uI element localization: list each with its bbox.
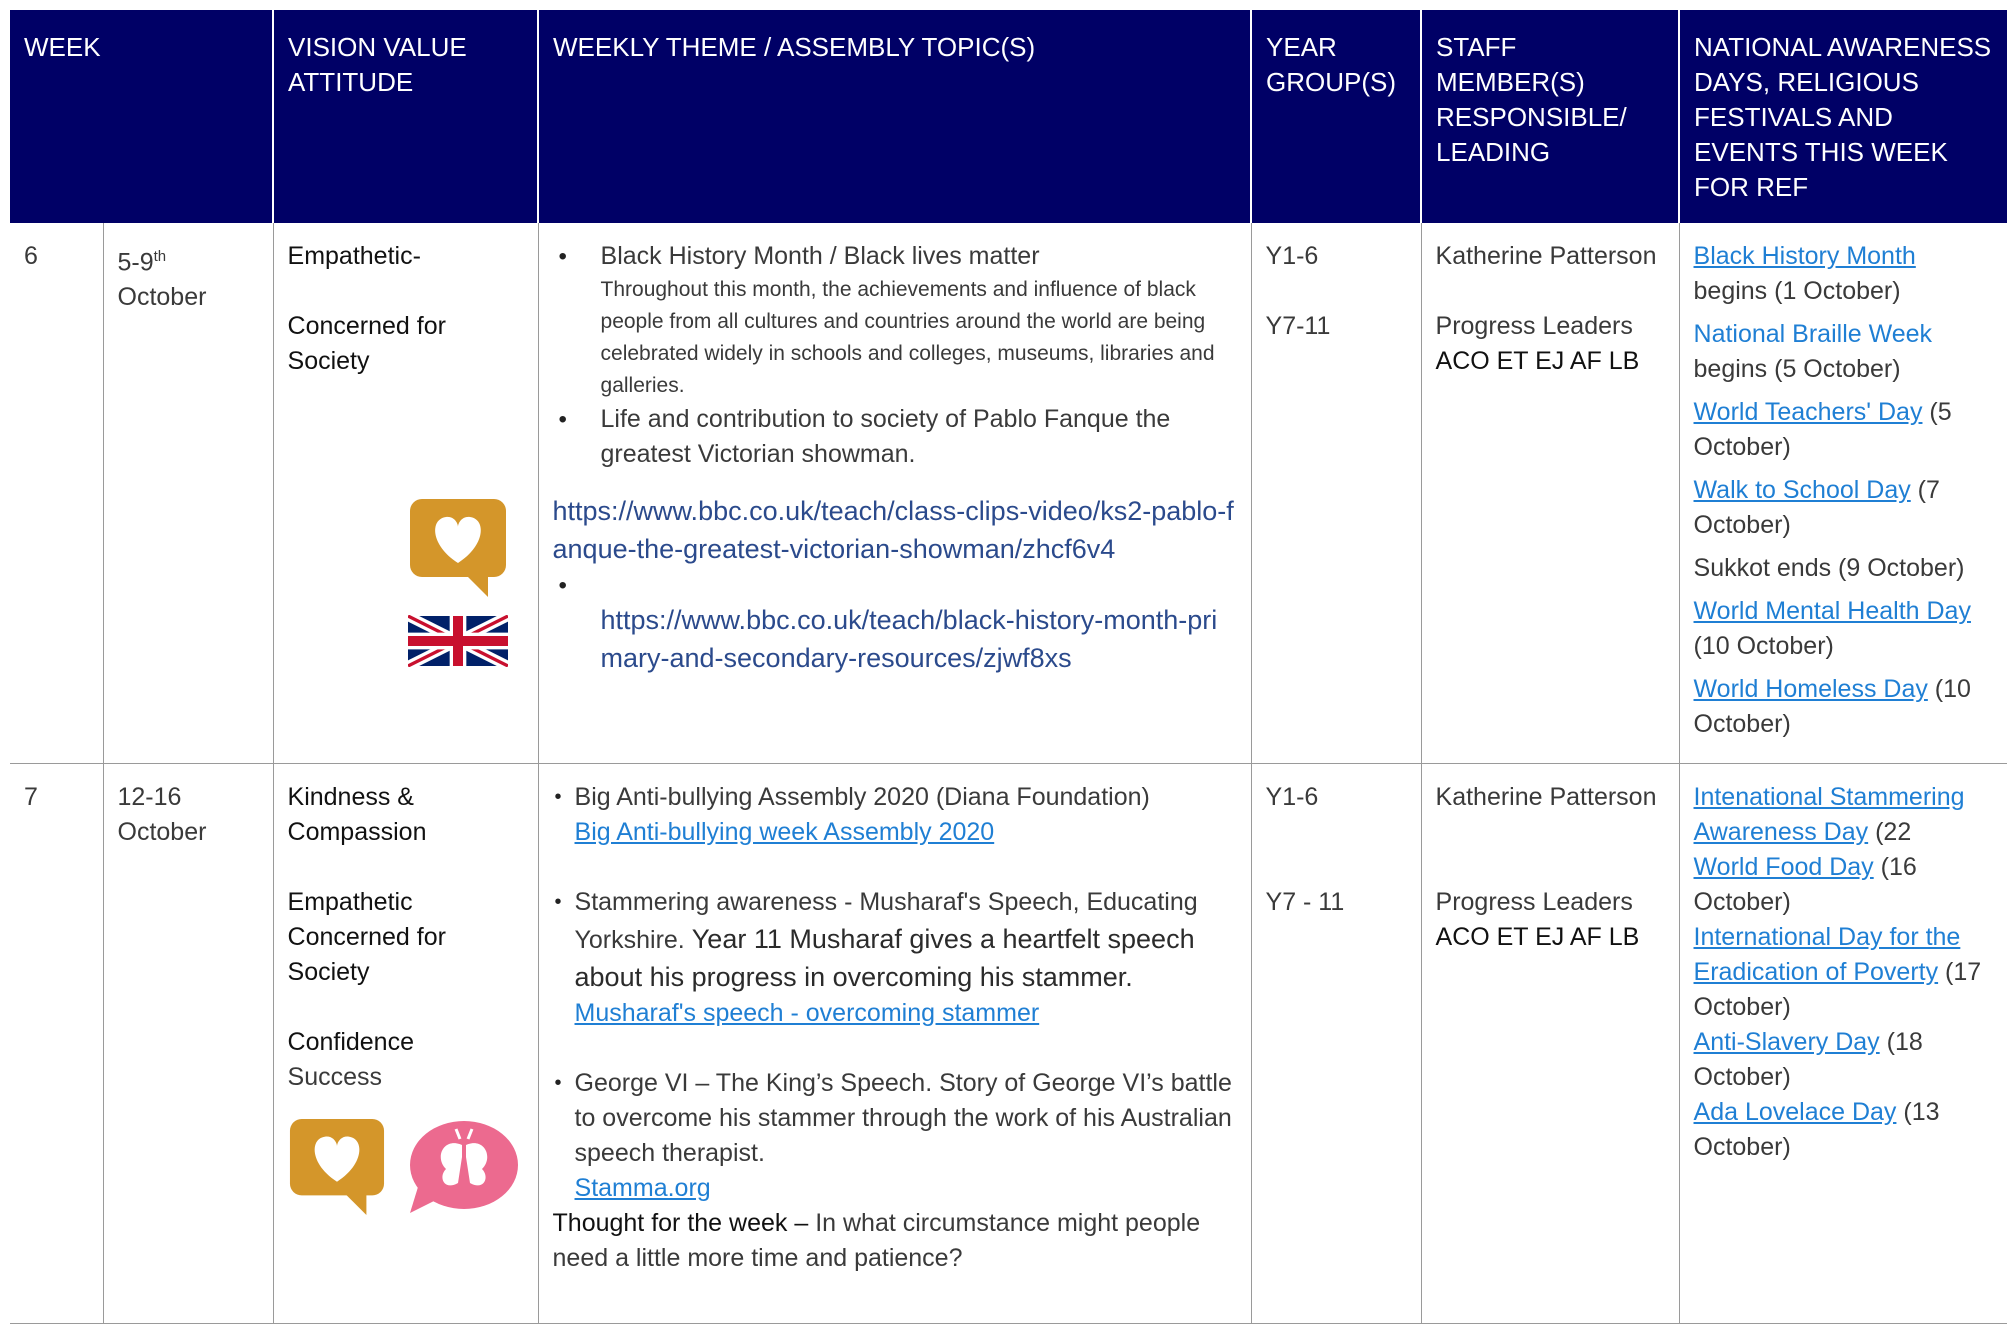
vision-value: Empathetic- <box>287 242 421 270</box>
vision-value: Kindness & Compassion <box>287 782 427 846</box>
event-item <box>1694 850 1994 920</box>
heart-speech-icon <box>408 497 508 599</box>
header-year: YEAR GROUP(S) <box>1251 10 1421 223</box>
week-number: 6 <box>10 223 103 763</box>
staff-initials: ACO ET EJ AF LB <box>1435 922 1640 951</box>
events-cell <box>1679 763 2007 1323</box>
event-item <box>1694 1095 1994 1165</box>
event-item <box>1694 920 1994 1025</box>
staff-group: Progress Leaders <box>1435 887 1633 916</box>
list-item <box>553 568 1237 601</box>
week-number: 7 <box>10 763 103 1323</box>
header-week: WEEK <box>10 10 273 223</box>
vision-value: Success <box>287 1062 382 1091</box>
event-link[interactable]: Ada Lovelace Day <box>1693 1097 1897 1126</box>
event-date: (18 October) <box>1693 1027 1923 1091</box>
assembly-table <box>10 10 2007 1324</box>
theme-list <box>553 568 1237 601</box>
heart-speech-icon <box>288 1117 386 1217</box>
event-date: (7 October) <box>1693 476 1940 539</box>
theme-list <box>553 780 1237 1206</box>
bbc-pablo-fanque-link[interactable]: https://www.bbc.co.uk/teach/class-clips-video/ks2-pablo-fanque-the-greatest-victorian-showman/zhcf6v4 <box>552 496 1234 564</box>
event-link[interactable]: National Braille Week <box>1693 320 1933 348</box>
header-theme: WEEKLY THEME / ASSEMBLY TOPIC(S) <box>538 10 1251 223</box>
musharaf-speech-link[interactable]: Musharaf's speech - overcoming stammer <box>574 998 1040 1027</box>
event-date: (10 October) <box>1693 675 1971 738</box>
event-date: (10 October) <box>1693 632 1834 660</box>
events-cell <box>1679 223 2007 763</box>
list-item: • Black History Month / Black lives matter Throughout this month, the achievements and influence of black people from all cultures and countries around the world are being celebrated widely in schools and colleges, museums, libraries and galleries. <box>553 239 1237 402</box>
thought-for-week: Thought for the week – In what circumstance might people need a little more time and patience? <box>552 1208 1201 1272</box>
year-cell: Y1-6 Y7-11 <box>1251 223 1421 763</box>
event-link[interactable]: International Day for the Eradication of Poverty <box>1693 922 1961 986</box>
vision-value: Confidence <box>287 1027 414 1056</box>
event-item <box>1694 594 1994 664</box>
week-dates: 5-9th October <box>103 223 273 763</box>
event-date: (16 October) <box>1693 852 1917 916</box>
stamma-link[interactable]: Stamma.org <box>574 1173 711 1202</box>
staff-cell <box>1421 763 1679 1323</box>
event-item <box>1694 395 1994 465</box>
vision-cell <box>273 763 538 1323</box>
event-date: begins (1 October) <box>1693 277 1901 305</box>
staff-cell <box>1421 223 1679 763</box>
event-item <box>1694 473 1994 543</box>
event-link[interactable]: World Homeless Day <box>1693 675 1928 703</box>
vision-value: Empathetic Concerned for Society <box>287 887 446 986</box>
event-date: Sukkot ends (9 October) <box>1693 554 1965 582</box>
list-item: • Big Anti-bullying Assembly 2020 (Diana Foundation) Big Anti-bullying week Assembly 2020 <box>553 780 1237 850</box>
event-date: (5 October) <box>1693 398 1952 461</box>
week-dates: 12-16 October <box>103 763 273 1323</box>
staff-name: Katherine Patterson <box>1435 782 1657 811</box>
staff-initials: ACO ET EJ AF LB <box>1435 347 1640 375</box>
list-item: • Life and contribution to society of Pablo Fanque the greatest Victorian showman. <box>553 402 1237 472</box>
event-date: (13 October) <box>1693 1097 1940 1161</box>
event-link[interactable]: Intenational Stammering Awareness Day <box>1693 782 1965 846</box>
union-flag-icon <box>408 615 508 667</box>
anti-bullying-link[interactable]: Big Anti-bullying week Assembly 2020 <box>574 817 995 846</box>
event-date: (22 <box>1868 817 1912 846</box>
event-link[interactable]: World Teachers' Day <box>1693 398 1923 426</box>
theme-list <box>553 239 1237 472</box>
moth-speech-icon <box>404 1117 520 1217</box>
list-item: • George VI – The King’s Speech. Story of George VI’s battle to overcome his stammer through the work of his Australian speech therapist. Stamma.org <box>553 1066 1237 1206</box>
event-date: begins (5 October) <box>1693 355 1901 383</box>
event-item <box>1694 780 1994 850</box>
staff-name: Katherine Patterson <box>1435 242 1657 270</box>
table-row <box>10 223 2007 763</box>
event-link[interactable]: Anti-Slavery Day <box>1693 1027 1880 1056</box>
event-item <box>1694 672 1994 742</box>
header-national: NATIONAL AWARENESS DAYS, RELIGIOUS FESTIVALS AND EVENTS THIS WEEK FOR REF <box>1679 10 2007 223</box>
bbc-black-history-link[interactable]: https://www.bbc.co.uk/teach/black-history-month-primary-and-secondary-resources/zjwf8xs <box>600 605 1218 673</box>
list-item: • Stammering awareness - Musharaf's Speech, Educating Yorkshire. Year 11 Musharaf gives a heartfelt speech about his progress in overcoming his stammer. Musharaf's speech - overcoming stammer <box>553 885 1237 1031</box>
year-cell: Y1-6 Y7 - 11 <box>1251 763 1421 1323</box>
event-item <box>1694 239 1994 309</box>
vision-value: Concerned for Society <box>287 312 446 375</box>
event-link[interactable]: Black History Month <box>1693 242 1916 270</box>
event-date: (17 October) <box>1693 957 1982 1021</box>
header-vision: VISION VALUE ATTITUDE <box>273 10 538 223</box>
event-link[interactable]: World Mental Health Day <box>1693 597 1971 625</box>
theme-cell <box>538 223 1251 763</box>
event-item <box>1694 1025 1994 1095</box>
event-link[interactable]: Walk to School Day <box>1693 476 1911 504</box>
staff-group: Progress Leaders <box>1435 312 1633 340</box>
table-row <box>10 763 2007 1323</box>
event-item <box>1694 317 1994 387</box>
vision-cell <box>273 223 538 763</box>
header-staff: STAFF MEMBER(S) RESPONSIBLE/ LEADING <box>1421 10 1679 223</box>
header-row <box>10 10 2007 223</box>
event-link[interactable]: World Food Day <box>1693 852 1874 881</box>
theme-cell <box>538 763 1251 1323</box>
event-item <box>1694 551 1994 586</box>
